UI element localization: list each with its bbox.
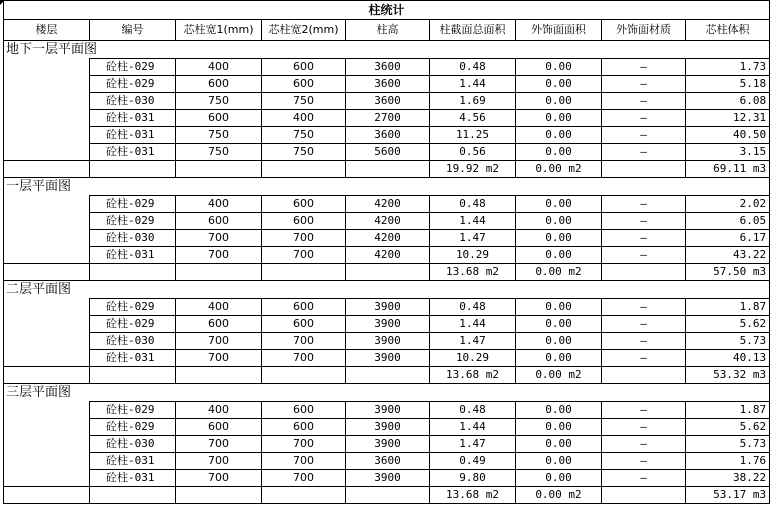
table-row [4, 144, 770, 161]
table-cell: — [602, 230, 686, 247]
table-cell: 43.22 [686, 247, 770, 264]
column-id-cell: 砼柱-030 [90, 230, 176, 247]
table-cell: 3900 [346, 419, 430, 436]
subtotal-cell [4, 367, 90, 384]
table-cell: 12.31 [686, 110, 770, 127]
table-cell: 600 [176, 76, 262, 93]
table-cell: — [602, 299, 686, 316]
table-cell: 0.00 [516, 247, 602, 264]
table-cell: 5600 [346, 144, 430, 161]
floor-indent-cell [4, 59, 90, 76]
table-cell: 400 [176, 402, 262, 419]
table-cell: 40.13 [686, 350, 770, 367]
column-header: 柱截面总面积 [430, 20, 516, 41]
table-cell: 0.00 [516, 196, 602, 213]
subtotal-area: 13.68 m2 [430, 264, 516, 281]
table-cell: 0.00 [516, 76, 602, 93]
subtotal-cell [90, 264, 176, 281]
floor-indent-cell [4, 230, 90, 247]
table-row [4, 350, 770, 367]
table-cell: 1.87 [686, 402, 770, 419]
table-cell: 700 [262, 453, 346, 470]
table-cell: 38.22 [686, 470, 770, 487]
subtotal-cell [4, 161, 90, 178]
table-cell: 1.47 [430, 436, 516, 453]
table-cell: 600 [262, 213, 346, 230]
table-cell: 1.44 [430, 76, 516, 93]
floor-indent-cell [4, 299, 90, 316]
table-cell: 700 [176, 470, 262, 487]
table-cell: 600 [262, 299, 346, 316]
table-cell: 600 [262, 59, 346, 76]
title-row [4, 1, 770, 20]
floor-group-row [4, 41, 770, 59]
table-cell: 600 [262, 196, 346, 213]
table-cell: 0.00 [516, 436, 602, 453]
table-cell: — [602, 316, 686, 333]
table-cell: — [602, 59, 686, 76]
table-cell: 10.29 [430, 247, 516, 264]
table-cell: 3900 [346, 299, 430, 316]
subtotal-cell [176, 367, 262, 384]
column-header: 芯柱宽2(mm) [262, 20, 346, 41]
table-cell: 700 [262, 247, 346, 264]
floor-indent-cell [4, 316, 90, 333]
table-cell: 0.56 [430, 144, 516, 161]
floor-indent-cell [4, 110, 90, 127]
table-row [4, 127, 770, 144]
subtotal-cell [262, 367, 346, 384]
subtotal-volume: 53.32 m3 [686, 367, 770, 384]
table-row [4, 213, 770, 230]
table-cell: 600 [262, 316, 346, 333]
table-cell: 5.18 [686, 76, 770, 93]
schedule-sheet [3, 0, 770, 504]
table-cell: 10.29 [430, 350, 516, 367]
table-cell: 3600 [346, 127, 430, 144]
table-cell: 1.44 [430, 316, 516, 333]
column-header: 柱高 [346, 20, 430, 41]
table-cell: 0.00 [516, 127, 602, 144]
table-cell: — [602, 419, 686, 436]
table-cell: 0.00 [516, 213, 602, 230]
subtotal-cell [262, 487, 346, 504]
subtotal-cell [90, 487, 176, 504]
table-cell: — [602, 76, 686, 93]
table-cell: 0.00 [516, 453, 602, 470]
table-cell: 400 [176, 196, 262, 213]
table-cell: 0.00 [516, 110, 602, 127]
subtotal-cell [90, 367, 176, 384]
table-cell: 700 [176, 230, 262, 247]
subtotal-finish-area: 0.00 m2 [516, 161, 602, 178]
table-row [4, 436, 770, 453]
floor-group-row [4, 281, 770, 299]
subtotal-cell [602, 264, 686, 281]
column-id-cell: 砼柱-031 [90, 247, 176, 264]
subtotal-cell [4, 487, 90, 504]
subtotal-volume: 57.50 m3 [686, 264, 770, 281]
subtotal-cell [4, 264, 90, 281]
table-row [4, 419, 770, 436]
table-row [4, 316, 770, 333]
table-cell: 0.00 [516, 230, 602, 247]
column-header: 编号 [90, 20, 176, 41]
table-cell: — [602, 127, 686, 144]
column-id-cell: 砼柱-029 [90, 402, 176, 419]
floor-indent-cell [4, 196, 90, 213]
table-cell: 600 [262, 419, 346, 436]
floor-indent-cell [4, 144, 90, 161]
table-cell: — [602, 453, 686, 470]
table-row [4, 76, 770, 93]
column-id-cell: 砼柱-029 [90, 299, 176, 316]
table-cell: 750 [176, 127, 262, 144]
table-cell: — [602, 402, 686, 419]
subtotal-cell [346, 367, 430, 384]
table-cell: 750 [176, 93, 262, 110]
table-row [4, 110, 770, 127]
subtotal-finish-area: 0.00 m2 [516, 487, 602, 504]
table-row [4, 402, 770, 419]
floor-indent-cell [4, 333, 90, 350]
column-id-cell: 砼柱-029 [90, 76, 176, 93]
floor-indent-cell [4, 453, 90, 470]
column-id-cell: 砼柱-029 [90, 316, 176, 333]
table-cell: — [602, 470, 686, 487]
table-cell: 3900 [346, 333, 430, 350]
table-cell: 700 [262, 470, 346, 487]
table-cell: — [602, 333, 686, 350]
column-schedule-table [3, 0, 770, 504]
column-id-cell: 砼柱-030 [90, 93, 176, 110]
table-cell: 0.49 [430, 453, 516, 470]
table-cell: 0.48 [430, 196, 516, 213]
table-cell: — [602, 93, 686, 110]
floor-indent-cell [4, 247, 90, 264]
table-cell: 3600 [346, 59, 430, 76]
table-cell: 9.80 [430, 470, 516, 487]
column-header: 外饰面材质 [602, 20, 686, 41]
table-row [4, 470, 770, 487]
table-cell: 700 [262, 436, 346, 453]
subtotal-cell [346, 161, 430, 178]
subtotal-row [4, 367, 770, 384]
table-cell: 600 [176, 419, 262, 436]
column-id-cell: 砼柱-031 [90, 110, 176, 127]
table-cell: 3900 [346, 350, 430, 367]
table-cell: 1.47 [430, 230, 516, 247]
table-cell: 1.47 [430, 333, 516, 350]
table-cell: 0.00 [516, 93, 602, 110]
table-cell: 4.56 [430, 110, 516, 127]
floor-name: 二层平面图 [4, 281, 770, 299]
table-cell: 400 [262, 110, 346, 127]
table-cell: 1.69 [430, 93, 516, 110]
subtotal-cell [176, 264, 262, 281]
table-cell: 0.48 [430, 59, 516, 76]
column-id-cell: 砼柱-029 [90, 59, 176, 76]
table-cell: 5.73 [686, 436, 770, 453]
table-cell: 0.00 [516, 333, 602, 350]
table-cell: 4200 [346, 196, 430, 213]
subtotal-volume: 53.17 m3 [686, 487, 770, 504]
column-id-cell: 砼柱-031 [90, 350, 176, 367]
table-cell: 1.44 [430, 213, 516, 230]
table-cell: 3600 [346, 93, 430, 110]
floor-indent-cell [4, 402, 90, 419]
table-cell: 5.73 [686, 333, 770, 350]
subtotal-cell [176, 487, 262, 504]
subtotal-cell [346, 264, 430, 281]
table-cell: — [602, 350, 686, 367]
table-cell: 0.00 [516, 299, 602, 316]
table-cell: 5.62 [686, 316, 770, 333]
table-cell: 3900 [346, 436, 430, 453]
table-cell: 0.00 [516, 350, 602, 367]
table-cell: 750 [262, 144, 346, 161]
table-cell: 600 [262, 402, 346, 419]
column-header: 外饰面面积 [516, 20, 602, 41]
floor-name: 一层平面图 [4, 178, 770, 196]
subtotal-cell [346, 487, 430, 504]
table-cell: 600 [176, 110, 262, 127]
table-cell: 700 [262, 230, 346, 247]
column-id-cell: 砼柱-031 [90, 453, 176, 470]
table-cell: 2.02 [686, 196, 770, 213]
subtotal-cell [602, 487, 686, 504]
table-cell: — [602, 247, 686, 264]
table-cell: 700 [262, 350, 346, 367]
subtotal-cell [176, 161, 262, 178]
table-row [4, 59, 770, 76]
column-id-cell: 砼柱-029 [90, 196, 176, 213]
table-cell: 5.62 [686, 419, 770, 436]
subtotal-area: 19.92 m2 [430, 161, 516, 178]
floor-indent-cell [4, 76, 90, 93]
table-cell: 600 [176, 316, 262, 333]
table-cell: 750 [262, 93, 346, 110]
subtotal-cell [262, 264, 346, 281]
table-row [4, 93, 770, 110]
table-cell: 700 [176, 350, 262, 367]
table-cell: 4200 [346, 247, 430, 264]
table-cell: 6.08 [686, 93, 770, 110]
column-id-cell: 砼柱-030 [90, 436, 176, 453]
floor-name: 三层平面图 [4, 384, 770, 402]
table-title: 柱统计 [4, 1, 770, 20]
table-cell: — [602, 436, 686, 453]
table-cell: 600 [176, 213, 262, 230]
table-cell: 600 [262, 76, 346, 93]
table-cell: 6.17 [686, 230, 770, 247]
column-header: 楼层 [4, 20, 90, 41]
table-cell: 400 [176, 299, 262, 316]
subtotal-area: 13.68 m2 [430, 367, 516, 384]
column-id-cell: 砼柱-031 [90, 470, 176, 487]
table-cell: 1.73 [686, 59, 770, 76]
table-cell: 3.15 [686, 144, 770, 161]
table-cell: 0.00 [516, 144, 602, 161]
floor-indent-cell [4, 93, 90, 110]
table-cell: 0.00 [516, 316, 602, 333]
subtotal-cell [602, 367, 686, 384]
table-cell: 700 [176, 247, 262, 264]
table-cell: 700 [176, 436, 262, 453]
table-cell: 40.50 [686, 127, 770, 144]
table-cell: 2700 [346, 110, 430, 127]
table-cell: 700 [262, 333, 346, 350]
floor-name: 地下一层平面图 [4, 41, 770, 59]
table-cell: 4200 [346, 213, 430, 230]
table-cell: 3600 [346, 76, 430, 93]
table-cell: — [602, 196, 686, 213]
table-cell: 4200 [346, 230, 430, 247]
table-cell: 0.00 [516, 402, 602, 419]
column-id-cell: 砼柱-030 [90, 333, 176, 350]
table-body [4, 1, 770, 504]
table-cell: 0.00 [516, 470, 602, 487]
column-id-cell: 砼柱-029 [90, 213, 176, 230]
table-row [4, 196, 770, 213]
table-cell: — [602, 213, 686, 230]
table-cell: 3900 [346, 402, 430, 419]
floor-indent-cell [4, 350, 90, 367]
column-header: 芯柱宽1(mm) [176, 20, 262, 41]
subtotal-finish-area: 0.00 m2 [516, 264, 602, 281]
table-cell: 3900 [346, 470, 430, 487]
table-cell: 1.87 [686, 299, 770, 316]
table-row [4, 453, 770, 470]
table-cell: — [602, 144, 686, 161]
column-id-cell: 砼柱-031 [90, 144, 176, 161]
floor-indent-cell [4, 213, 90, 230]
table-cell: 1.76 [686, 453, 770, 470]
floor-group-row [4, 178, 770, 196]
table-row [4, 299, 770, 316]
subtotal-row [4, 264, 770, 281]
subtotal-volume: 69.11 m3 [686, 161, 770, 178]
table-cell: 750 [262, 127, 346, 144]
table-cell: 700 [176, 453, 262, 470]
subtotal-area: 13.68 m2 [430, 487, 516, 504]
table-cell: — [602, 110, 686, 127]
table-row [4, 230, 770, 247]
table-row [4, 333, 770, 350]
floor-indent-cell [4, 127, 90, 144]
table-cell: 700 [176, 333, 262, 350]
table-cell: 3600 [346, 453, 430, 470]
table-cell: 1.44 [430, 419, 516, 436]
subtotal-cell [90, 161, 176, 178]
floor-indent-cell [4, 436, 90, 453]
floor-indent-cell [4, 470, 90, 487]
table-cell: 400 [176, 59, 262, 76]
subtotal-finish-area: 0.00 m2 [516, 367, 602, 384]
subtotal-cell [262, 161, 346, 178]
table-cell: 3900 [346, 316, 430, 333]
table-cell: 0.48 [430, 402, 516, 419]
column-id-cell: 砼柱-031 [90, 127, 176, 144]
subtotal-row [4, 161, 770, 178]
table-cell: 0.00 [516, 419, 602, 436]
table-cell: 0.00 [516, 59, 602, 76]
table-cell: 6.05 [686, 213, 770, 230]
table-cell: 0.48 [430, 299, 516, 316]
subtotal-cell [602, 161, 686, 178]
column-header: 芯柱体积 [686, 20, 770, 41]
column-id-cell: 砼柱-029 [90, 419, 176, 436]
table-cell: 750 [176, 144, 262, 161]
table-cell: 11.25 [430, 127, 516, 144]
table-row [4, 247, 770, 264]
floor-group-row [4, 384, 770, 402]
header-row [4, 20, 770, 41]
floor-indent-cell [4, 419, 90, 436]
subtotal-row [4, 487, 770, 504]
